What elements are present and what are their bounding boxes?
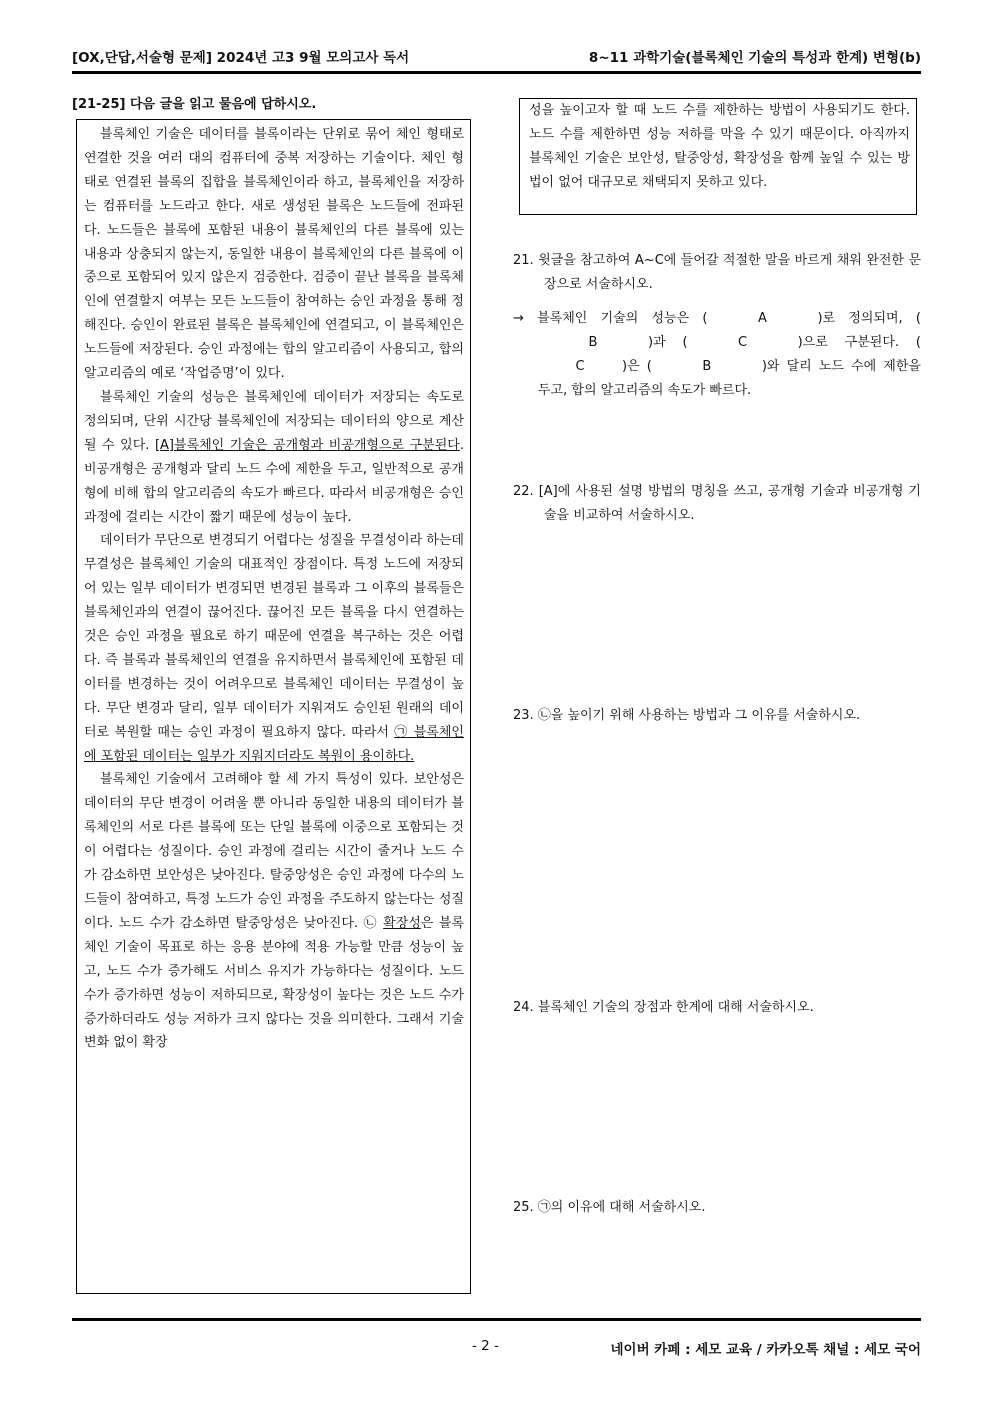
passage-paragraph-2 [84, 386, 464, 529]
passage-p4-text-b: 은 블록체인 기술이 목표로 하는 응용 분야에 적용 가능할 만큼 성능이 높고, 노드 수가 증가해도 서비스 유지가 가능하다는 성질이다. 노드 수가 증가하면 성능이 저하되므로, 확장성이 높다는 것은 노드 수가 증가하더라도 성능 저하가 크지 않다는 것을 의미한다. 그래서 기술 변화 없이 확장 [84, 915, 464, 1051]
passage-p3-text-a: 데이터가 무단으로 변경되기 어렵다는 성질을 무결성이라 하는데 무결성은 블록체인 기술의 대표적인 장점이다. 특정 노드에 저장되어 있는 일부 데이터가 변경되면 변경된 블록과 그 이후의 블록들은 블록체인과의 연결이 끊어진다. 끊어진 모든 블록을 다시 연결하는 것은 승인 과정을 필요로 하기 때문에 연결을 복구하는 것은 어렵다. 즉 블록과 블록체인의 연결을 유지하면서 블록체인에 포함된 데이터를 변경하는 것이 어려우므로 블록체인 데이터는 무결성이 높다. 무단 변경과 달리, 일부 데이터가 지워져도 승인된 원래의 데이터로 복원할 때는 승인 과정이 필요하지 않다. 따라서 [84, 533, 464, 740]
passage-p2-text-a: 블록체인 기술의 성능은 블록체인에 데이터가 저장되는 속도로 정의되며, 단위 시간당 블록체인에 저장되는 데이터의 양으로 계산될 수 있다. [84, 389, 464, 453]
passage-marker-nieun-underlined: 확장성 [383, 915, 421, 931]
answer-text: )로 정의되며, ( [817, 311, 921, 326]
page-footer [72, 1338, 921, 1358]
blank-c-repeat: C [575, 359, 585, 374]
question-22 [513, 480, 921, 528]
blank-c: C [738, 335, 748, 350]
answer-21-sentence [513, 307, 921, 403]
footer-channel-info: 네이버 카페 : 세모 교육 / 카카오톡 채널 : 세모 국어 [610, 1342, 921, 1358]
passage-paragraph-3 [84, 529, 464, 768]
question-21-text: 21. 윗글을 참고하여 A~C에 들어갈 적절한 말을 바르게 채워 완전한 문장으로 서술하시오. [513, 253, 921, 292]
question-23 [513, 704, 921, 728]
header-right-title: 8~11 과학기술(블록체인 기술의 특성과 한계) 변형(b) [588, 50, 921, 66]
question-22-text: 22. [A]에 사용된 설명 방법의 명칭을 쓰고, 공개형 기술과 비공개형 기술을 비교하여 서술하시오. [513, 484, 921, 523]
reading-passage [76, 119, 471, 1294]
header-left-title: [OX,단답,서술형 문제] 2024년 고3 9월 모의고사 독서 [72, 50, 410, 66]
blank-b: B [588, 335, 598, 350]
answer-text: → 블록체인 기술의 성능은 ( [513, 311, 708, 326]
passage-marker-a-underlined: [A]블록체인 기술은 공개형과 비공개형으로 구분된다 [154, 437, 460, 453]
blank-a: A [758, 311, 767, 326]
passage-p2-text-b: . 비공개형은 공개형과 달리 노드 수에 제한을 두고, 일반적으로 공개형에 비해 합의 알고리즘의 속도가 빠르다. 따라서 비공개형은 승인 과정에 걸리는 시간이 짧기 때문에 성능이 높다. [84, 437, 464, 525]
passage-paragraph-1: 블록체인 기술은 데이터를 블록이라는 단위로 묶어 체인 형태로 연결한 것을 여러 대의 컴퓨터에 중복 저장하는 기술이다. 체인 형태로 연결된 블록의 집합을 블록체인이라 하고, 블록체인을 저장하는 컴퓨터를 노드라고 한다. 새로 생성된 블록은 노드들에 전파된다. 노드들은 블록에 포함된 내용이 블록체인의 다른 블록에 있는 내용과 상충되지 않는지, 동일한 내용이 블록체인의 다른 블록에 이중으로 포함되어 있지 않은지 검증한다. 검증이 끝난 블록을 블록체인에 연결할지 여부는 모든 노드들이 참여하는 승인 과정을 통해 정해진다. 승인이 완료된 블록은 블록체인에 연결되고, 이 블록체인은 노드들에 저장된다. 승인 과정에는 합의 알고리즘이 사용되고, 합의 알고리즘의 예로 ‘작업증명’이 있다. [84, 127, 464, 382]
page-number: - 2 - [472, 1338, 499, 1354]
passage-p4-text-a: 블록체인 기술에서 고려해야 할 세 가지 특성이 있다. 보안성은 데이터의 무단 변경이 어려울 뿐 아니라 동일한 내용의 데이터가 블록체인의 서로 다른 블록에 또는 단일 블록에 이중으로 포함되는 것이 어렵다는 성질이다. 승인 과정에 걸리는 시간이 줄거나 노드 수가 감소하면 보안성은 낮아진다. 탈중앙성은 승인 과정에 다수의 노드들이 참여하고, 특정 노드가 승인 과정을 주도하지 않는다는 성질이다. 노드 수가 감소하면 탈중앙성은 낮아진다. ㉡ [84, 772, 464, 931]
question-24 [513, 996, 921, 1020]
question-25 [513, 1196, 921, 1220]
header-divider [72, 71, 921, 74]
blank-b-repeat: B [702, 359, 712, 374]
question-24-text: 24. 블록체인 기술의 장점과 한계에 대해 서술하시오. [513, 1000, 814, 1015]
question-21 [513, 249, 921, 297]
passage-paragraph-4 [84, 768, 464, 1055]
page-header [72, 46, 921, 66]
footer-divider [72, 1318, 921, 1321]
question-25-text: 25. ㉠의 이유에 대해 서술하시오. [513, 1200, 706, 1215]
passage-marker-giyeok-underlined: ㉠ 블록체인에 포함된 데이터는 일부가 지워지더라도 복원이 용이하다. [84, 724, 464, 764]
answer-text: )으로 구분된다. ( [797, 335, 921, 350]
passage-continuation: 성을 높이고자 할 때 노드 수를 제한하는 방법이 사용되기도 한다. 노드 수를 제한하면 성능 저하를 막을 수 있기 때문이다. 아직까지 블록체인 기술은 보안성, 탈중앙성, 확장성을 함께 높일 수 있는 방법이 없어 대규모로 채택되지 못하고 있다. [519, 98, 917, 215]
answer-text: )와 달리 노드 수에 제한을 두고, 합의 알고리즘의 속도가 빠르다. [538, 359, 921, 398]
question-23-text: 23. ㉡을 높이기 위해 사용하는 방법과 그 이유를 서술하시오. [513, 708, 861, 723]
answer-text: )은 ( [622, 359, 652, 374]
instruction: [21-25] 다음 글을 읽고 물음에 답하시오. [72, 97, 317, 112]
answer-text: )과 ( [648, 335, 688, 350]
answer-21-template [513, 307, 921, 403]
